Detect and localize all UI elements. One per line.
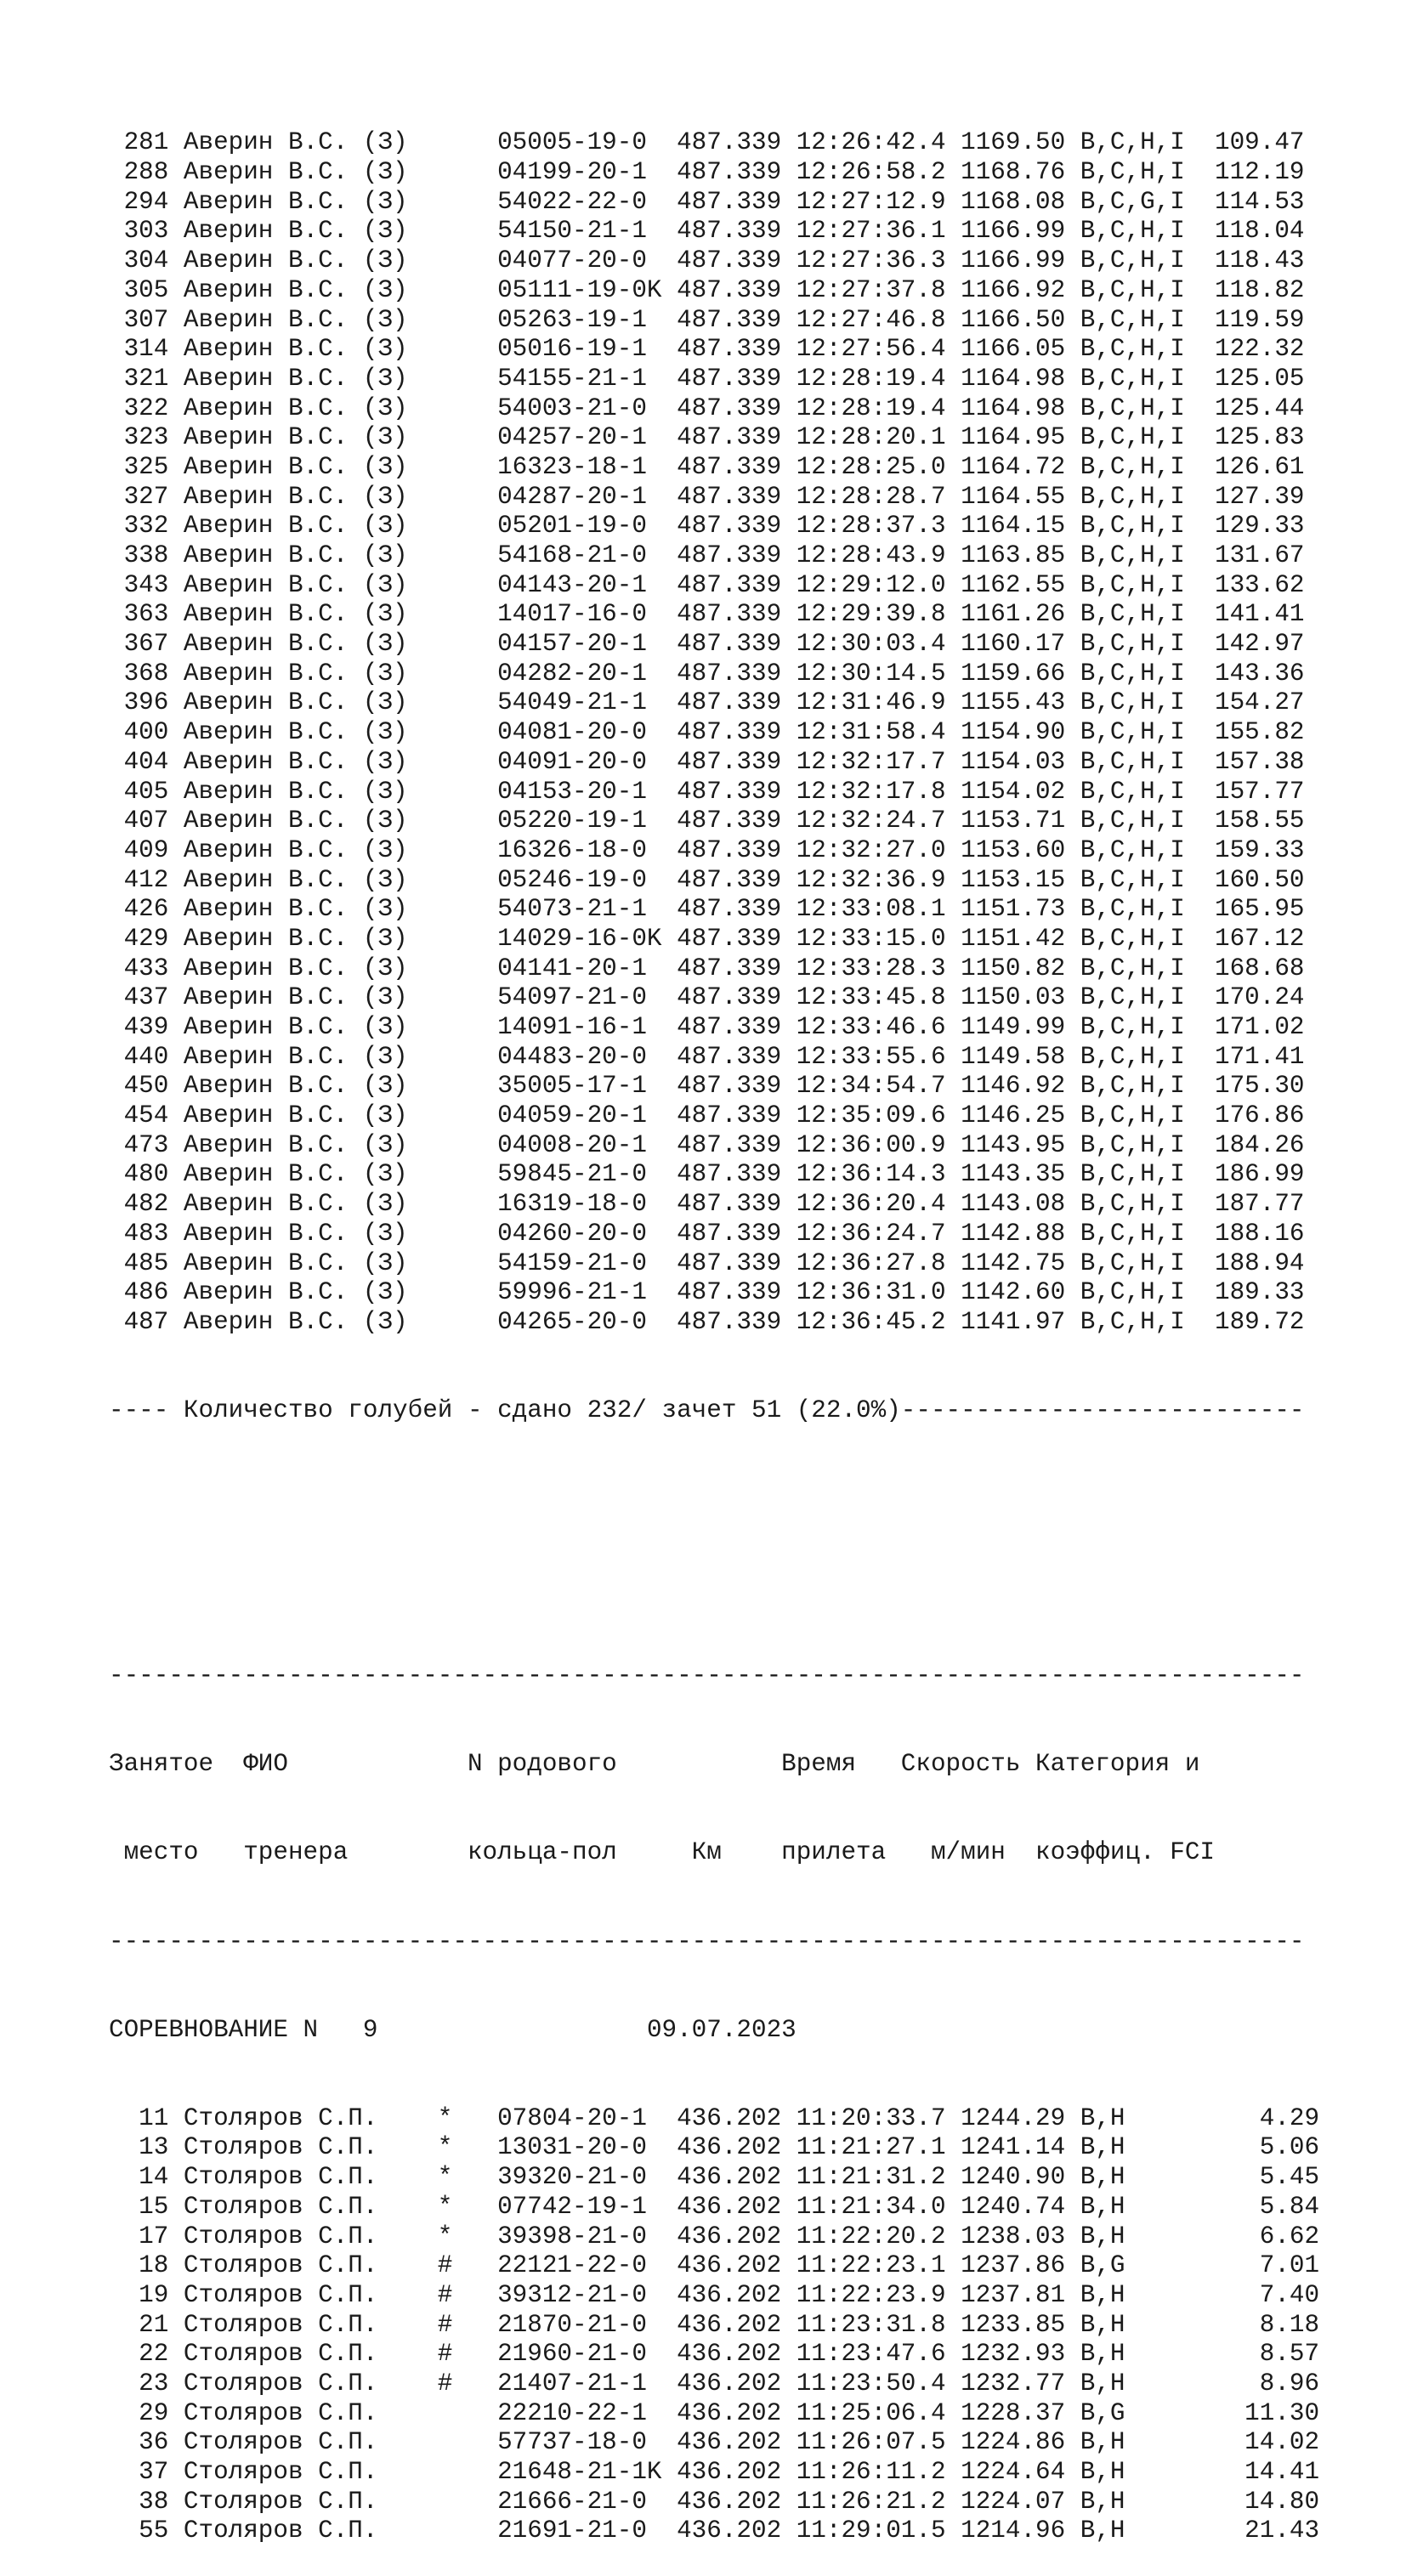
result-row: 412 Аверин В.С. (З) 05246-19-0 487.339 12:32:36.9 1153.15 B,C,H,I 160.50 xyxy=(109,865,1305,894)
result-row: 409 Аверин В.С. (З) 16326-18-0 487.339 12:32:27.0 1153.60 B,C,H,I 159.33 xyxy=(109,835,1305,864)
result-row: 332 Аверин В.С. (З) 05201-19-0 487.339 12:28:37.3 1164.15 B,C,H,I 129.33 xyxy=(109,512,1305,541)
result-row: 426 Аверин В.С. (З) 54073-21-1 487.339 12:33:08.1 1151.73 B,C,H,I 165.95 xyxy=(109,895,1305,924)
result-row: 303 Аверин В.С. (З) 54150-21-1 487.339 12:27:36.1 1166.99 B,C,H,I 118.04 xyxy=(109,217,1305,246)
result-row: 294 Аверин В.С. (З) 54022-22-0 487.339 12:27:12.9 1168.08 B,C,G,I 114.53 xyxy=(109,187,1305,216)
result-row: 480 Аверин В.С. (З) 59845-21-0 487.339 12:36:14.3 1143.35 B,C,H,I 186.99 xyxy=(109,1160,1305,1189)
result-row: 14 Столяров С.П. * 39320-21-0 436.202 11:21:31.2 1240.90 B,H 5.45 xyxy=(109,2163,1320,2192)
competition-date: 09.07.2023 xyxy=(646,2015,797,2044)
result-row: 17 Столяров С.П. * 39398-21-0 436.202 11:22:20.2 1238.03 B,H 6.62 xyxy=(109,2222,1320,2250)
result-row: 322 Аверин В.С. (З) 54003-21-0 487.339 12:28:19.4 1164.98 B,C,H,I 125.44 xyxy=(109,393,1305,422)
result-row: 18 Столяров С.П. # 22121-22-0 436.202 11:22:23.1 1237.86 B,G 7.01 xyxy=(109,2251,1320,2280)
result-row: 404 Аверин В.С. (З) 04091-20-0 487.339 12:32:17.7 1154.03 B,C,H,I 157.38 xyxy=(109,747,1305,776)
competition-line xyxy=(109,2016,1319,2046)
result-row: 440 Аверин В.С. (З) 04483-20-0 487.339 12:33:55.6 1149.58 B,C,H,I 171.41 xyxy=(109,1042,1305,1071)
result-row: 367 Аверин В.С. (З) 04157-20-1 487.339 12:30:03.4 1160.17 B,C,H,I 142.97 xyxy=(109,630,1305,659)
header-rule-top: -------------------------------------------------------------------------------- xyxy=(109,1662,1305,1690)
result-row: 396 Аверин В.С. (З) 54049-21-1 487.339 12:31:46.9 1155.43 B,C,H,I 154.27 xyxy=(109,688,1305,717)
result-row: 288 Аверин В.С. (З) 04199-20-1 487.339 12:26:58.2 1168.76 B,C,H,I 112.19 xyxy=(109,158,1305,187)
spacer xyxy=(109,1485,1319,1514)
header-rule-bottom: -------------------------------------------------------------------------------- xyxy=(109,1927,1305,1956)
result-row: 327 Аверин В.С. (З) 04287-20-1 487.339 12:28:28.7 1164.55 B,C,H,I 127.39 xyxy=(109,482,1305,511)
result-row: 437 Аверин В.С. (З) 54097-21-0 487.339 12:33:45.8 1150.03 B,C,H,I 170.24 xyxy=(109,983,1305,1012)
result-row: 321 Аверин В.С. (З) 54155-21-1 487.339 12:28:19.4 1164.98 B,C,H,I 125.05 xyxy=(109,364,1305,393)
column-header-line-2: место тренера кольца-пол Км прилета м/мин коэффиц. FCI xyxy=(109,1838,1215,1867)
result-row: 305 Аверин В.С. (З) 05111-19-0K 487.339 12:27:37.8 1166.92 B,C,H,I 118.82 xyxy=(109,275,1305,304)
results-document xyxy=(109,70,1319,2576)
section-2-results xyxy=(109,2104,1319,2546)
result-row: 486 Аверин В.С. (З) 59996-21-1 487.339 12:36:31.0 1142.60 B,C,H,I 189.33 xyxy=(109,1278,1305,1307)
result-row: 19 Столяров С.П. # 39312-21-0 436.202 11:22:23.9 1237.81 B,H 7.40 xyxy=(109,2280,1320,2309)
section-1-results xyxy=(109,128,1319,1337)
result-row: 323 Аверин В.С. (З) 04257-20-1 487.339 12:28:20.1 1164.95 B,C,H,I 125.83 xyxy=(109,423,1305,452)
result-row: 405 Аверин В.С. (З) 04153-20-1 487.339 12:32:17.8 1154.02 B,C,H,I 157.77 xyxy=(109,777,1305,806)
result-row: 307 Аверин В.С. (З) 05263-19-1 487.339 12:27:46.8 1166.50 B,C,H,I 119.59 xyxy=(109,305,1305,334)
result-row: 450 Аверин В.С. (З) 35005-17-1 487.339 12:34:54.7 1146.92 B,C,H,I 175.30 xyxy=(109,1072,1305,1101)
result-row: 400 Аверин В.С. (З) 04081-20-0 487.339 12:31:58.4 1154.90 B,C,H,I 155.82 xyxy=(109,718,1305,747)
result-row: 407 Аверин В.С. (З) 05220-19-1 487.339 12:32:24.7 1153.71 B,C,H,I 158.55 xyxy=(109,807,1305,835)
result-row: 482 Аверин В.С. (З) 16319-18-0 487.339 12:36:20.4 1143.08 B,C,H,I 187.77 xyxy=(109,1190,1305,1219)
result-row: 483 Аверин В.С. (З) 04260-20-0 487.339 12:36:24.7 1142.88 B,C,H,I 188.16 xyxy=(109,1219,1305,1248)
result-row: 487 Аверин В.С. (З) 04265-20-0 487.339 12:36:45.2 1141.97 B,C,H,I 189.72 xyxy=(109,1307,1305,1336)
column-header-line-1: Занятое ФИО N родового Время Скорость Категория и xyxy=(109,1750,1200,1779)
result-row: 55 Столяров С.П. 21691-21-0 436.202 11:29:01.5 1214.96 B,H 21.43 xyxy=(109,2517,1320,2545)
result-row: 363 Аверин В.С. (З) 14017-16-0 487.339 12:29:39.8 1161.26 B,C,H,I 141.41 xyxy=(109,600,1305,629)
result-row: 13 Столяров С.П. * 13031-20-0 436.202 11:21:27.1 1241.14 B,H 5.06 xyxy=(109,2133,1320,2162)
result-row: 23 Столяров С.П. # 21407-21-1 436.202 11:23:50.4 1232.77 B,H 8.96 xyxy=(109,2369,1320,2398)
result-row: 473 Аверин В.С. (З) 04008-20-1 487.339 12:36:00.9 1143.95 B,C,H,I 184.26 xyxy=(109,1130,1305,1159)
result-row: 304 Аверин В.С. (З) 04077-20-0 487.339 12:27:36.3 1166.99 B,C,H,I 118.43 xyxy=(109,246,1305,275)
result-row: 36 Столяров С.П. 57737-18-0 436.202 11:26:07.5 1224.86 B,H 14.02 xyxy=(109,2428,1320,2457)
spacer xyxy=(109,1573,1319,1603)
result-row: 343 Аверин В.С. (З) 04143-20-1 487.339 12:29:12.0 1162.55 B,C,H,I 133.62 xyxy=(109,570,1305,599)
result-row: 38 Столяров С.П. 21666-21-0 436.202 11:26:21.2 1224.07 B,H 14.80 xyxy=(109,2487,1320,2516)
result-row: 15 Столяров С.П. * 07742-19-1 436.202 11:21:34.0 1240.74 B,H 5.84 xyxy=(109,2192,1320,2221)
result-row: 433 Аверин В.С. (З) 04141-20-1 487.339 12:33:28.3 1150.82 B,C,H,I 168.68 xyxy=(109,954,1305,982)
result-row: 454 Аверин В.С. (З) 04059-20-1 487.339 12:35:09.6 1146.25 B,C,H,I 176.86 xyxy=(109,1101,1305,1130)
competition-label: СОРЕВНОВАНИЕ N 9 xyxy=(109,2015,378,2044)
result-row: 368 Аверин В.С. (З) 04282-20-1 487.339 12:30:14.5 1159.66 B,C,H,I 143.36 xyxy=(109,659,1305,688)
result-row: 281 Аверин В.С. (З) 05005-19-0 487.339 12:26:42.4 1169.50 B,C,H,I 109.47 xyxy=(109,128,1305,157)
spacer-text xyxy=(377,2016,646,2044)
result-row: 11 Столяров С.П. * 07804-20-1 436.202 11:20:33.7 1244.29 B,H 4.29 xyxy=(109,2103,1320,2132)
result-row: 338 Аверин В.С. (З) 54168-21-0 487.339 12:28:43.9 1163.85 B,C,H,I 131.67 xyxy=(109,541,1305,570)
result-row: 314 Аверин В.С. (З) 05016-19-1 487.339 12:27:56.4 1166.05 B,C,H,I 122.32 xyxy=(109,335,1305,364)
result-row: 325 Аверин В.С. (З) 16323-18-1 487.339 12:28:25.0 1164.72 B,C,H,I 126.61 xyxy=(109,452,1305,481)
result-row: 29 Столяров С.П. 22210-22-1 436.202 11:25:06.4 1228.37 B,G 11.30 xyxy=(109,2398,1320,2427)
result-row: 21 Столяров С.П. # 21870-21-0 436.202 11:23:31.8 1233.85 B,H 8.18 xyxy=(109,2310,1320,2339)
result-row: 429 Аверин В.С. (З) 14029-16-0K 487.339 12:33:15.0 1151.42 B,C,H,I 167.12 xyxy=(109,924,1305,953)
result-row: 37 Столяров С.П. 21648-21-1K 436.202 11:26:11.2 1224.64 B,H 14.41 xyxy=(109,2458,1320,2486)
result-row: 22 Столяров С.П. # 21960-21-0 436.202 11:23:47.6 1232.93 B,H 8.57 xyxy=(109,2340,1320,2369)
result-row: 439 Аверин В.С. (З) 14091-16-1 487.339 12:33:46.6 1149.99 B,C,H,I 171.02 xyxy=(109,1013,1305,1042)
section-1-summary: ---- Количество голубей - сдано 232/ зачет 51 (22.0%)--------------------------- xyxy=(109,1396,1305,1424)
result-row: 485 Аверин В.С. (З) 54159-21-0 487.339 12:36:27.8 1142.75 B,C,H,I 188.94 xyxy=(109,1248,1305,1277)
